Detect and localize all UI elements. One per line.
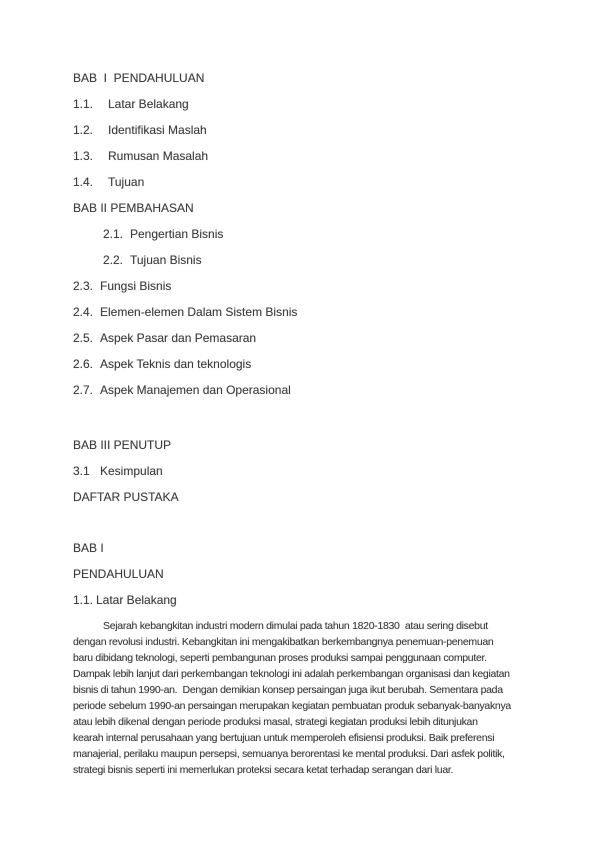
section-label: Latar Belakang [96,593,177,607]
paragraph-line: Sejarah kebangkitan industri modern dimulai pada tahun 1820-1830 atau sering disebut [103,620,488,632]
toc-item-label: Aspek Pasar dan Pemasaran [100,331,257,345]
toc-item-label: Identifikasi Maslah [108,123,207,137]
paragraph-line: dengan revolusi industri. Kebangkitan ini mengakibatkan berkembangnya penemuan-penemuan [73,636,494,648]
toc-item-number: 1.3. [73,149,94,163]
toc-item-number: 1.4. [73,175,94,189]
section-gap [73,408,534,437]
paragraph-line: periode sebelum 1990-an persaingan merupakan kegiatan pembuatan produk sebanyak-banyaknya [73,700,511,712]
chapter-heading-bab: BAB I [73,541,104,555]
toc-item-2-4 [73,304,534,320]
toc-item-1-4 [73,174,534,190]
section-number: 1.1. [73,593,94,607]
toc-item-number: 3.1 [73,464,90,478]
paragraph-line: strategi bisnis seperti ini memerlukan proteksi secara ketat terhadap serangan dari luar. [73,764,454,776]
toc-item-2-5 [73,330,534,346]
toc-item-label: Pengertian Bisnis [130,227,224,241]
toc-item-label: Latar Belakang [108,97,189,111]
paragraph-line: bisnis di tahun 1990-an. Dengan demikian konsep persaingan juga ikut berubah. Sementara pada [73,684,503,696]
toc-item-3-1 [73,463,534,479]
toc-item-label: Tujuan [108,175,145,189]
toc-item-2-2 [103,252,534,268]
toc-item-number: 2.6. [73,357,94,371]
toc-item-1-2 [73,122,534,138]
toc-item-number: 2.4. [73,305,94,319]
toc-item-number: 2.3. [73,279,94,293]
toc-item-2-3 [73,278,534,294]
section-gap [73,515,534,540]
paragraph-line: atau lebih dikenal dengan periode produksi masal, strategi kegiatan produksi lebih ditunjukan [73,716,478,728]
paragraph-line: baru dibidang teknologi, seperti pembangunan proses produksi sampai penggunaan computer. [73,652,487,664]
toc-heading-daftar-pustaka: DAFTAR PUSTAKA [73,490,179,504]
toc-item-label: Rumusan Masalah [108,149,209,163]
toc-item-number: 2.2. [103,253,124,267]
toc-item-label: Kesimpulan [100,464,163,478]
paragraph-line: Dampak lebih lanjut dari perkembangan teknologi ini adalah perkembangan organisasi dan kegiatan [73,668,510,680]
toc-item-label: Aspek Manajemen dan Operasional [100,383,291,397]
toc-item-label: Elemen-elemen Dalam Sistem Bisnis [100,305,298,319]
toc-item-2-7 [73,382,534,398]
chapter-section-heading [73,592,534,608]
chapter-paragraph [73,618,534,778]
chapter-heading-title: PENDAHULUAN [73,567,164,581]
toc-item-label: Tujuan Bisnis [130,253,202,267]
toc-item-1-3 [73,148,534,164]
toc-heading-bab1: BAB I PENDAHULUAN [73,71,205,85]
toc-item-number: 1.2. [73,123,94,137]
toc-item-1-1 [73,96,534,112]
paragraph-line: manajerial, perilaku maupun persepsi, semuanya berorentasi ke mental produksi. Dari asfek politik, [73,748,505,760]
toc-heading-bab2: BAB II PEMBAHASAN [73,201,194,215]
toc-item-number: 2.1. [103,227,124,241]
toc-item-number: 1.1. [73,97,94,111]
toc-item-2-1 [103,226,534,242]
toc-item-2-6 [73,356,534,372]
toc-item-number: 2.7. [73,383,94,397]
toc-item-number: 2.5. [73,331,94,345]
toc-heading-bab3: BAB III PENUTUP [73,438,172,452]
toc-item-label: Aspek Teknis dan teknologis [100,357,252,371]
paragraph-line: kearah internal perusahaan yang bertujuan untuk memperoleh efisiensi produksi. Baik preferensi [73,732,495,744]
toc-item-label: Fungsi Bisnis [100,279,172,293]
